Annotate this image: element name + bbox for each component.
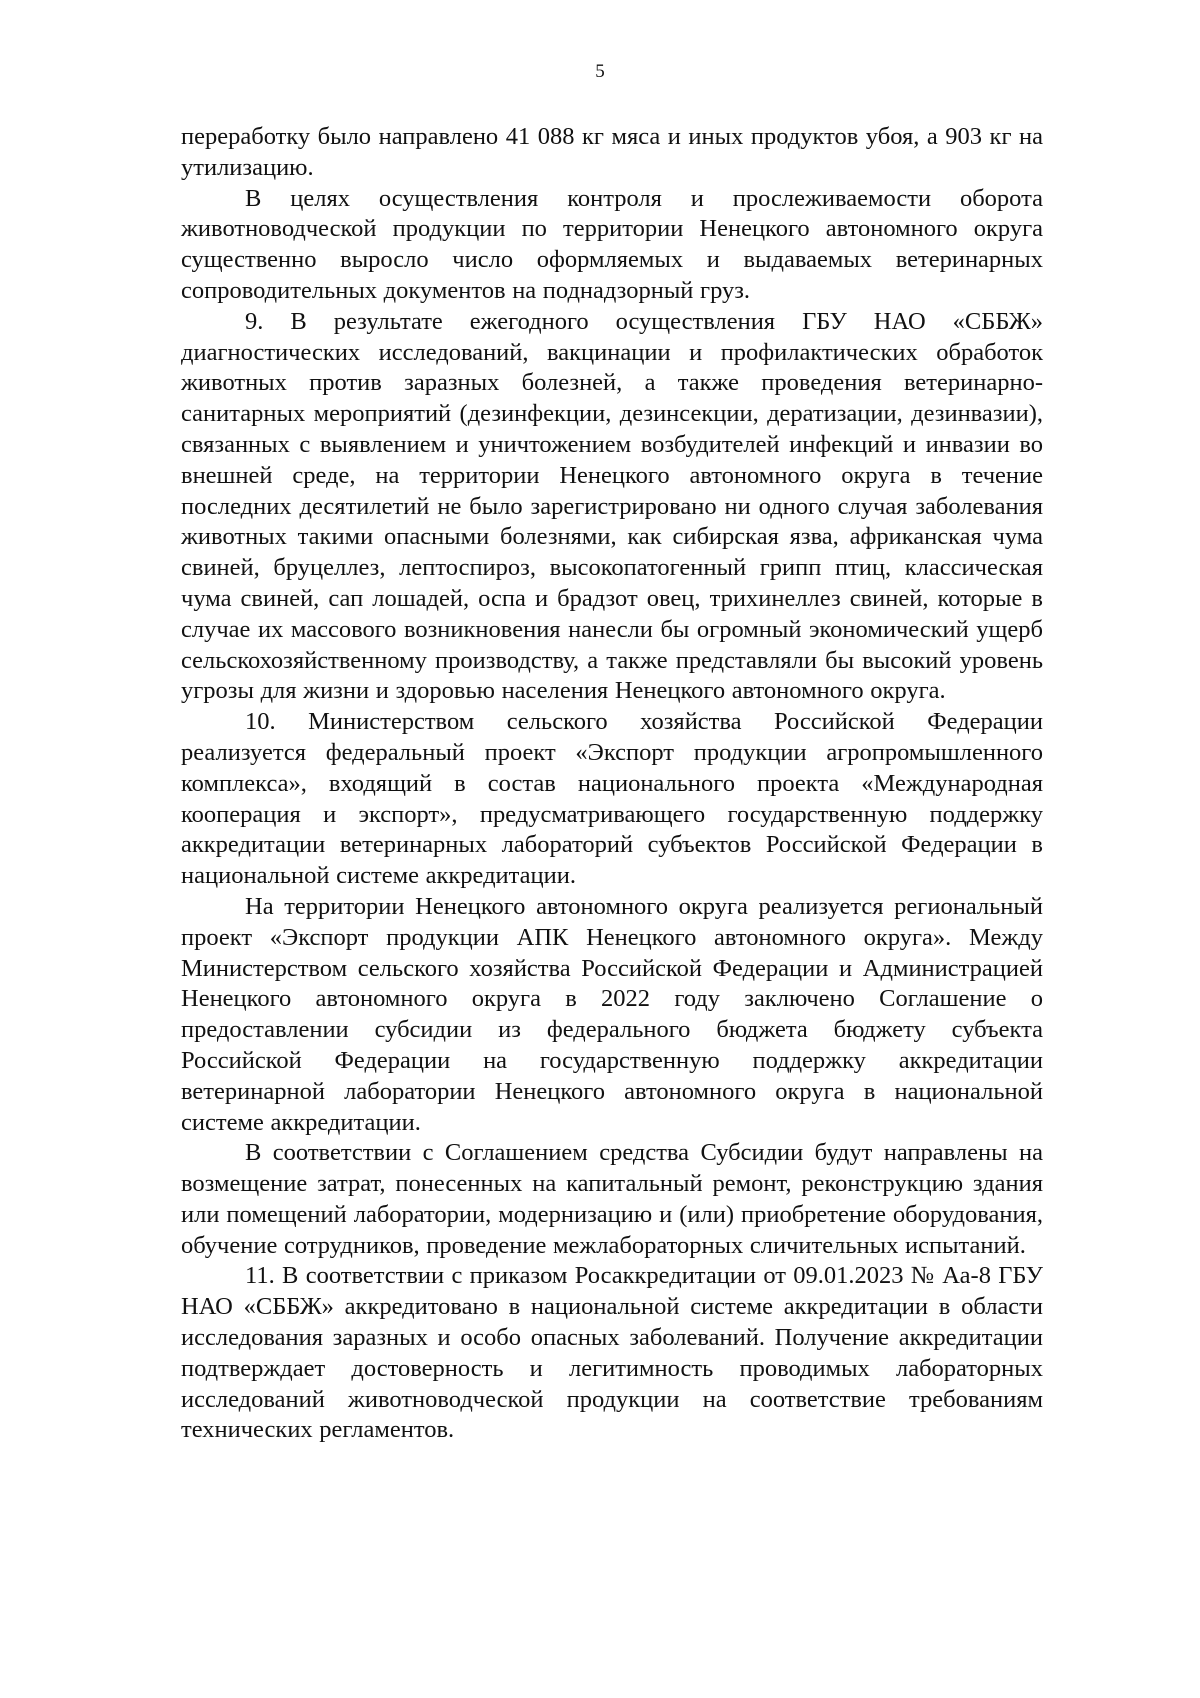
paragraph-regional-project: На территории Ненецкого автономного округа реализуется региональный проект «Экспорт продукции АПК Ненецкого автономного округа». Между Министерством сельского хозяйства Российской Федерации и Администрацией Ненецкого автономного округа в 2022 году заключено Соглашение о предоставлении субсидии из федерального бюджета бюджету субъекта Российской Федерации на государственную поддержку аккредитации ветеринарной лаборатории Ненецкого автономного округа в национальной системе аккредитации. [181, 892, 1043, 1136]
document-body [181, 122, 1043, 1446]
paragraph-item-9-disease-prevention: 9. В результате ежегодного осуществления ГБУ НАО «СББЖ» диагностических исследований, вакцинации и профилактических обработок животных против заразных болезней, а также проведения ветеринарно-санитарных мероприятий (дезинфекции, дезинсекции, дератизации, дезинвазии), связанных с выявлением и уничтожением возбудителей инфекций и инвазии во внешней среде, на территории Ненецкого автономного округа в течение последних десятилетий не было зарегистрировано ни одного случая заболевания животных такими опасными болезнями, как сибирская язва, африканская чума свиней, бруцеллез, лептоспироз, высокопатогенный грипп птиц, классическая чума свиней, сап лошадей, оспа и брадзот овец, трихинеллез свиней, которые в случае их массового возникновения нанесли бы огромный экономический ущерб сельскохозяйственному производству, а также представляли бы высокий уровень угрозы для жизни и здоровью населения Ненецкого автономного округа. [181, 307, 1043, 705]
paragraph-continuation-processing: переработку было направлено 41 088 кг мяса и иных продуктов убоя, а 903 кг на утилизацию. [181, 123, 1043, 181]
paragraph-subsidy-usage: В соответствии с Соглашением средства Субсидии будут направлены на возмещение затрат, понесенных на капитальный ремонт, реконструкцию здания или помещений лаборатории, модернизацию и (или) приобретение оборудования, обучение сотрудников, проведение межлабораторных сличительных испытаний. [181, 1139, 1043, 1259]
paragraph-item-10-export-project: 10. Министерством сельского хозяйства Российской Федерации реализуется федеральный проект «Экспорт продукции агропромышленного комплекса», входящий в состав национального проекта «Международная кооперация и экспорт», предусматривающего государственную поддержку аккредитации ветеринарных лабораторий субъектов Российской Федерации в национальной системе аккредитации. [181, 708, 1043, 890]
paragraph-traceability-control: В целях осуществления контроля и прослеживаемости оборота животноводческой продукции по территории Ненецкого автономного округа существенно выросло число оформляемых и выдаваемых ветеринарных сопроводительных документов на поднадзорный груз. [181, 184, 1043, 304]
paragraph-item-11-accreditation: 11. В соответствии с приказом Росаккредитации от 09.01.2023 № Аа-8 ГБУ НАО «СББЖ» аккредитовано в национальной системе аккредитации в области исследования заразных и особо опасных заболеваний. Получение аккредитации подтверждает достоверность и легитимность проводимых лабораторных исследований животноводческой продукции на соответствие требованиям технических регламентов. [181, 1262, 1043, 1444]
page-number: 5 [595, 61, 605, 82]
